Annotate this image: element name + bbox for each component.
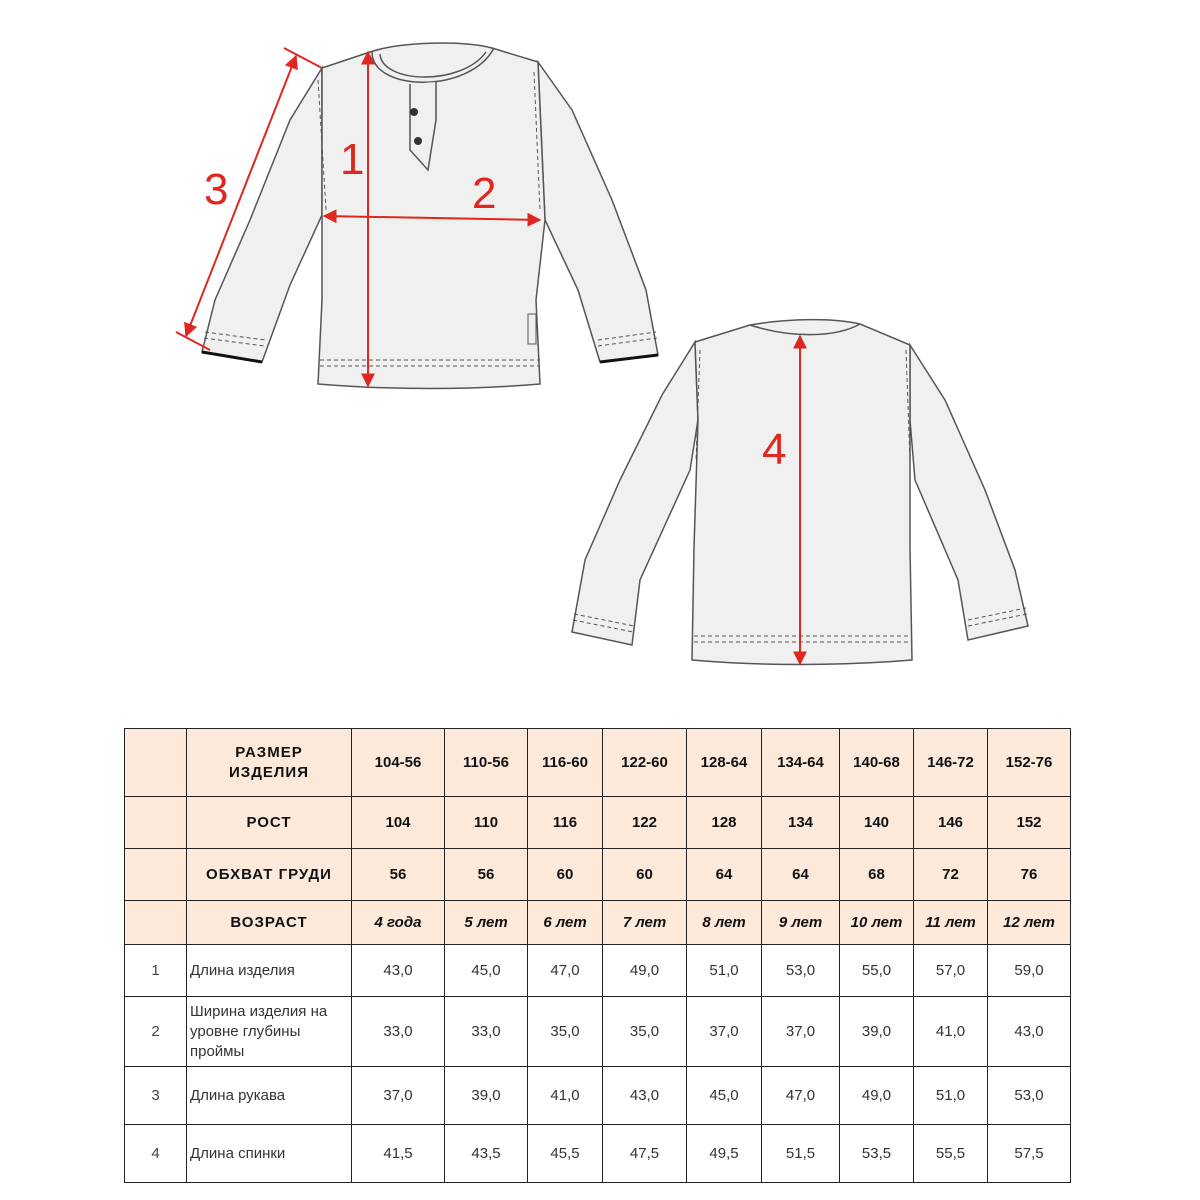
size-row-value: 134-64 [762,729,840,797]
height-row-value: 110 [445,797,528,849]
height-row-value: 146 [914,797,988,849]
size-row-value: 104-56 [352,729,445,797]
measurement-value: 37,0 [352,1067,445,1125]
front-view-sketch [202,43,658,388]
chest-row-label: ОБХВАТ ГРУДИ [187,849,352,901]
chest-row-value: 64 [687,849,762,901]
measure-3-tick-top [284,48,322,68]
measurement-value: 35,0 [528,997,603,1067]
age-row [125,901,1071,945]
measurement-value: 33,0 [352,997,445,1067]
measurement-value: 53,5 [840,1125,914,1183]
measurement-value: 37,0 [762,997,840,1067]
height-row-value: 122 [603,797,687,849]
age-row-value: 8 лет [687,901,762,945]
measurement-value: 43,5 [445,1125,528,1183]
measurement-index: 4 [125,1125,187,1183]
measurement-index: 3 [125,1067,187,1125]
measurement-name: Ширина изделия на уровне глубины проймы [187,997,352,1067]
measurement-row [125,945,1071,997]
size-row [125,729,1071,797]
measurement-value: 57,5 [988,1125,1071,1183]
measurement-value: 49,0 [603,945,687,997]
height-row-value: 140 [840,797,914,849]
measurement-value: 47,0 [528,945,603,997]
measurement-value: 47,5 [603,1125,687,1183]
label-3: 3 [204,165,229,214]
size-row-value: 140-68 [840,729,914,797]
measurement-name: Длина рукава [187,1067,352,1125]
measurement-value: 45,0 [445,945,528,997]
measurement-value: 41,5 [352,1125,445,1183]
measurement-value: 43,0 [352,945,445,997]
measurement-value: 37,0 [687,997,762,1067]
age-row-value: 5 лет [445,901,528,945]
height-row-value: 134 [762,797,840,849]
size-row-label: РАЗМЕР ИЗДЕЛИЯ [187,729,352,797]
measurement-row [125,1125,1071,1183]
measurement-value: 51,0 [687,945,762,997]
measurement-row [125,997,1071,1067]
age-row-value: 11 лет [914,901,988,945]
label-2: 2 [472,169,497,218]
chest-row-value: 72 [914,849,988,901]
measurement-name: Длина спинки [187,1125,352,1183]
size-row-value: 146-72 [914,729,988,797]
measurement-value: 55,0 [840,945,914,997]
chest-row-value: 68 [840,849,914,901]
measurement-value: 45,0 [687,1067,762,1125]
height-row-value: 152 [988,797,1071,849]
age-row-value: 4 года [352,901,445,945]
chest-row-value: 76 [988,849,1071,901]
chest-row-value: 60 [603,849,687,901]
measurement-value: 39,0 [445,1067,528,1125]
measurement-value: 57,0 [914,945,988,997]
measurement-value: 35,0 [603,997,687,1067]
age-row-value: 10 лет [840,901,914,945]
height-row-label: РОСТ [187,797,352,849]
size-row-value: 152-76 [988,729,1071,797]
measurement-index: 1 [125,945,187,997]
measurement-value: 39,0 [840,997,914,1067]
measurement-value: 55,5 [914,1125,988,1183]
measurement-value: 49,5 [687,1125,762,1183]
measurement-value: 33,0 [445,997,528,1067]
size-row-value: 122-60 [603,729,687,797]
empty-cell [125,849,187,901]
age-row-value: 12 лет [988,901,1071,945]
label-1: 1 [340,135,365,184]
measurement-row [125,1067,1071,1125]
height-row-value: 116 [528,797,603,849]
age-row-value: 7 лет [603,901,687,945]
measurement-value: 45,5 [528,1125,603,1183]
age-row-value: 9 лет [762,901,840,945]
measurement-value: 51,0 [914,1067,988,1125]
measurement-value: 51,5 [762,1125,840,1183]
height-row-value: 104 [352,797,445,849]
measurement-value: 53,0 [762,945,840,997]
empty-cell [125,797,187,849]
age-row-value: 6 лет [528,901,603,945]
measurement-index: 2 [125,997,187,1067]
chest-row-value: 64 [762,849,840,901]
chest-row [125,849,1071,901]
size-row-value: 128-64 [687,729,762,797]
height-row [125,797,1071,849]
size-row-value: 110-56 [445,729,528,797]
label-4: 4 [762,425,787,474]
size-row-value: 116-60 [528,729,603,797]
size-chart-table [124,728,1071,1183]
chest-row-value: 56 [445,849,528,901]
measurement-value: 41,0 [914,997,988,1067]
chest-row-value: 56 [352,849,445,901]
measurement-value: 47,0 [762,1067,840,1125]
measurement-value: 49,0 [840,1067,914,1125]
height-row-value: 128 [687,797,762,849]
age-row-label: ВОЗРАСТ [187,901,352,945]
chest-row-value: 60 [528,849,603,901]
measurement-value: 41,0 [528,1067,603,1125]
empty-cell [125,729,187,797]
measurement-value: 59,0 [988,945,1071,997]
measurement-name: Длина изделия [187,945,352,997]
measurement-value: 43,0 [603,1067,687,1125]
measurement-value: 53,0 [988,1067,1071,1125]
measurement-value: 43,0 [988,997,1071,1067]
empty-cell [125,901,187,945]
